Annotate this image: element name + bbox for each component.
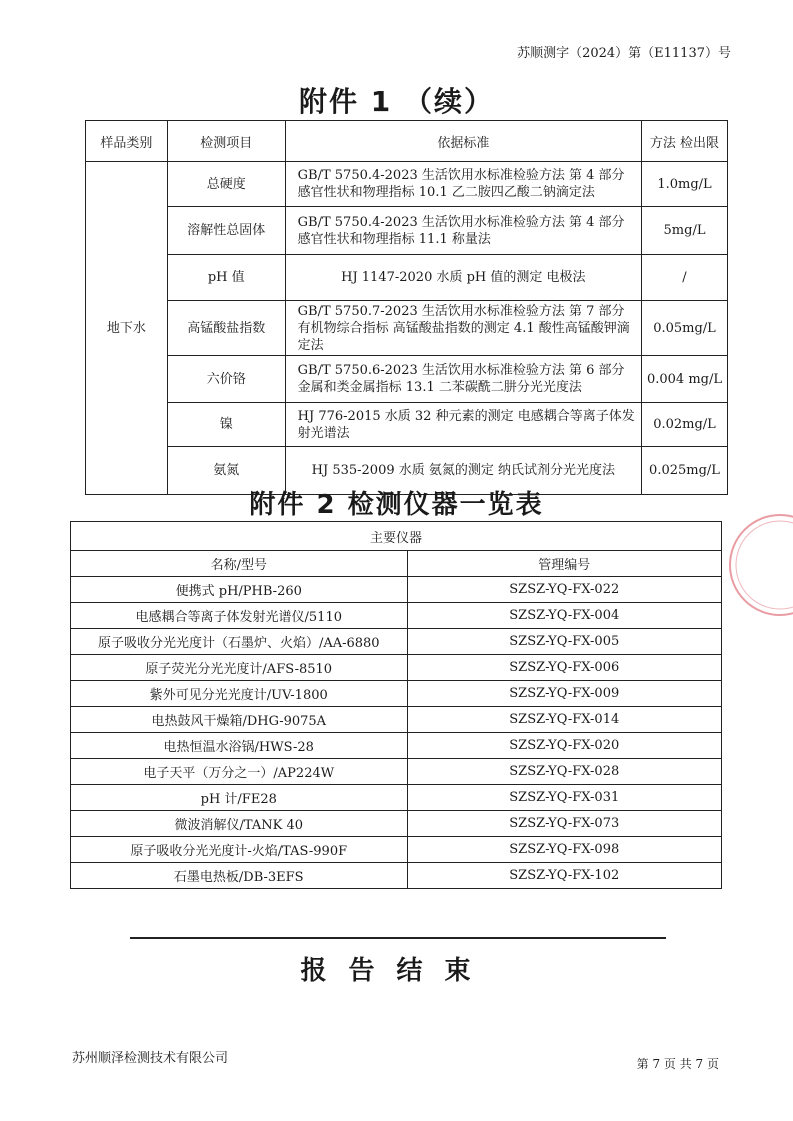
test-item: 高锰酸盐指数	[167, 301, 285, 356]
instrument-code: SZSZ-YQ-FX-098	[407, 837, 721, 863]
detection-limit: 0.05mg/L	[642, 301, 728, 356]
column-header: 样品类别	[86, 121, 168, 162]
instrument-name: 电子天平（万分之一）/AP224W	[71, 759, 408, 785]
column-header: 检测项目	[167, 121, 285, 162]
instrument-table	[70, 521, 722, 889]
instrument-header-row	[71, 551, 722, 577]
test-standard: GB/T 5750.7-2023 生活饮用水标准检验方法 第 7 部分 有机物综合指标 高锰酸盐指数的测定 4.1 酸性高锰酸钾滴定法	[285, 301, 641, 356]
test-item: pH 值	[167, 255, 285, 301]
appendix1-title: 附件 1 （续）	[299, 85, 494, 118]
instrument-name: 原子吸收分光光度计-火焰/TAS-990F	[71, 837, 408, 863]
table-row	[71, 629, 722, 655]
instrument-name: 石墨电热板/DB-3EFS	[71, 863, 408, 889]
instrument-name: 微波消解仪/TANK 40	[71, 811, 408, 837]
instrument-code: SZSZ-YQ-FX-009	[407, 681, 721, 707]
instrument-name: 原子吸收分光光度计（石墨炉、火焰）/AA-6880	[71, 629, 408, 655]
table-row	[86, 403, 728, 447]
table-row	[71, 603, 722, 629]
detection-limit: 1.0mg/L	[642, 162, 728, 207]
instrument-code: SZSZ-YQ-FX-073	[407, 811, 721, 837]
table-row	[86, 207, 728, 255]
instrument-code: SZSZ-YQ-FX-102	[407, 863, 721, 889]
detection-limit: 0.004 mg/L	[642, 356, 728, 403]
detection-limit: 5mg/L	[642, 207, 728, 255]
table-caption-row	[71, 522, 722, 551]
instrument-name: 原子荧光分光光度计/AFS-8510	[71, 655, 408, 681]
instrument-code: SZSZ-YQ-FX-004	[407, 603, 721, 629]
instrument-name: 电感耦合等离子体发射光谱仪/5110	[71, 603, 408, 629]
sample-category: 地下水	[86, 162, 168, 495]
test-standard: GB/T 5750.6-2023 生活饮用水标准检验方法 第 6 部分 金属和类金属指标 13.1 二苯碳酰二肼分光光度法	[285, 356, 641, 403]
table-row	[71, 863, 722, 889]
test-item: 氨氮	[167, 447, 285, 495]
table-row	[71, 681, 722, 707]
table-caption: 主要仪器	[71, 522, 722, 551]
seal-inner-ring	[736, 521, 793, 609]
detection-limit: 0.025mg/L	[642, 447, 728, 495]
instrument-code: SZSZ-YQ-FX-022	[407, 577, 721, 603]
table-row	[71, 707, 722, 733]
table-row	[86, 162, 728, 207]
test-item: 溶解性总固体	[167, 207, 285, 255]
test-standard: HJ 535-2009 水质 氨氮的测定 纳氏试剂分光光度法	[285, 447, 641, 495]
report-number: 苏顺测字（2024）第（E11137）号	[517, 46, 731, 61]
column-header: 方法 检出限	[642, 121, 728, 162]
report-end-text: 报告结束	[300, 956, 493, 986]
instrument-code: SZSZ-YQ-FX-020	[407, 733, 721, 759]
instrument-code: SZSZ-YQ-FX-006	[407, 655, 721, 681]
detection-limit: 0.02mg/L	[642, 403, 728, 447]
table-row	[86, 356, 728, 403]
test-standard: GB/T 5750.4-2023 生活饮用水标准检验方法 第 4 部分 感官性状和物理指标 10.1 乙二胺四乙酸二钠滴定法	[285, 162, 641, 207]
table-row	[71, 811, 722, 837]
table-row	[71, 655, 722, 681]
instrument-name: 电热鼓风干燥箱/DHG-9075A	[71, 707, 408, 733]
test-standard: GB/T 5750.4-2023 生活饮用水标准检验方法 第 4 部分 感官性状和物理指标 11.1 称量法	[285, 207, 641, 255]
instrument-code: SZSZ-YQ-FX-031	[407, 785, 721, 811]
test-item: 镍	[167, 403, 285, 447]
test-standard: HJ 1147-2020 水质 pH 值的测定 电极法	[285, 255, 641, 301]
detection-limit: /	[642, 255, 728, 301]
test-item: 六价铬	[167, 356, 285, 403]
table-row	[86, 301, 728, 356]
table-row	[71, 577, 722, 603]
table-row	[71, 837, 722, 863]
page-number: 第 7 页 共 7 页	[636, 1057, 719, 1071]
end-divider	[130, 937, 666, 939]
table-row	[71, 785, 722, 811]
test-standard: HJ 776-2015 水质 32 种元素的测定 电感耦合等离子体发射光谱法	[285, 403, 641, 447]
instrument-name: 便携式 pH/PHB-260	[71, 577, 408, 603]
company-name: 苏州顺泽检测技术有限公司	[72, 1051, 229, 1066]
appendix2-title: 附件 2 检测仪器一览表	[249, 490, 544, 520]
instrument-name: 电热恒温水浴锅/HWS-28	[71, 733, 408, 759]
instrument-name: pH 计/FE28	[71, 785, 408, 811]
table-row	[86, 255, 728, 301]
appendix1-table	[85, 120, 728, 495]
instrument-code: SZSZ-YQ-FX-005	[407, 629, 721, 655]
appendix1-header-row	[86, 121, 728, 162]
instrument-code: SZSZ-YQ-FX-014	[407, 707, 721, 733]
instrument-name: 紫外可见分光光度计/UV-1800	[71, 681, 408, 707]
column-header: 依据标准	[285, 121, 641, 162]
column-header: 管理编号	[407, 551, 721, 577]
column-header: 名称/型号	[71, 551, 408, 577]
seal-ring	[730, 515, 793, 615]
instrument-code: SZSZ-YQ-FX-028	[407, 759, 721, 785]
table-row	[71, 733, 722, 759]
table-row	[71, 759, 722, 785]
test-item: 总硬度	[167, 162, 285, 207]
